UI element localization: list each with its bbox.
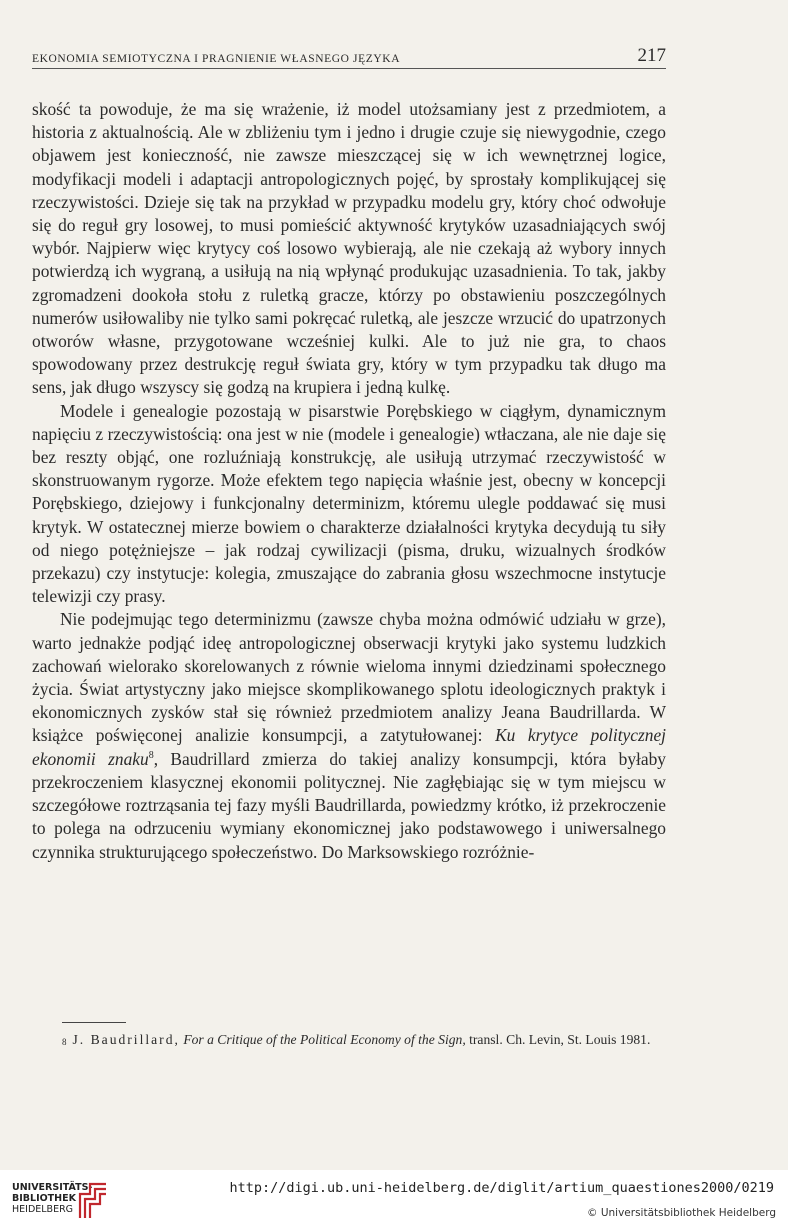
- page-number: 217: [637, 45, 666, 66]
- footnote-details: transl. Ch. Levin, St. Louis 1981.: [465, 1032, 651, 1047]
- logo-line-1: UNIVERSITÄTS-: [12, 1182, 93, 1193]
- running-header: [32, 46, 666, 69]
- logo-line-2: BIBLIOTHEK: [12, 1193, 76, 1204]
- running-title: EKONOMIA SEMIOTYCZNA I PRAGNIENIE WŁASNEGO JĘZYKA: [32, 53, 401, 65]
- paragraph-3: [32, 608, 666, 863]
- digital-url-link[interactable]: http://digi.ub.uni-heidelberg.de/diglit/artium_quaestiones2000/0219: [229, 1180, 774, 1196]
- footnote-number: 8: [62, 1037, 67, 1047]
- logo-line-3: HEIDELBERG: [12, 1204, 74, 1215]
- library-footer: [0, 1170, 788, 1228]
- footnote-title: For a Critique of the Political Economy of the Sign,: [183, 1032, 466, 1047]
- paragraph-3-continuation: , Baudrillard zmierza do takiej analizy konsumpcji, która byłaby przekroczeniem klasycznej ekonomii politycznej. Nie zagłębiając się w tym miejscu w szczegółowe roztrząsania tej fazy myśli Baudrillarda, powiedzmy krótko, iż przekroczenie to polega na odrzuceniu wymiany ekonomicznej jako podstawowego i uniwersalnego czynnika strukturującego społeczeństwo. Do Marksowskiego rozróżnie-: [32, 748, 666, 862]
- footnote-reference[interactable]: 8: [148, 749, 154, 761]
- paragraph-1: skość ta powoduje, że ma się wrażenie, iż model utożsamiany jest z przedmiotem, a historia z aktualnością. Ale w zbliżeniu tym i jedno i drugie czuje się niewygodnie, czego objawem jest konieczność, nie zawsze mieszczącej się w ich wewnętrznej logice, modyfikacji modeli i adaptacji antropologicznych pojęć, by sprostały komplikującej się rzeczywistości. Dzieje się tak na przykład w przypadku modelu gry, który choć odwołuje się do reguł gry losowej, to musi pomieścić aktywność krytyków uzasadniających swój wybór. Najpierw więc krytycy coś losowo wybierają, ale nie czekają aż wybory innych potwierdzą ich wygraną, a usiłują na nią wpłynąć produkując uzasadnienia. To tak, jakby zgromadzeni dookoła stołu z ruletką gracze, którzy po obstawieniu poszczególnych numerów usiłowaliby nie tylko sami pokręcać ruletką, ale jeszcze wrzucić do upatrzonych otworów własne, przygotowane wcześniej kulki. Ale to już nie gra, to chaos spowodowany przez destrukcję reguł świata gry, który w tym przypadku tak długo ma sens, jak długo wszyscy się godzą na krupiera i jedną kulkę.: [32, 99, 666, 398]
- footnote: [32, 1030, 666, 1050]
- library-logo-icon: [76, 1178, 110, 1220]
- paragraph-2: Modele i genealogie pozostają w pisarstwie Porębskiego w ciągłym, dynamicznym napięciu z rzeczywistością: ona jest w nie (modele i genealogie) wtłaczana, ale nie daje się bez reszty objąć, one rozluźniają konstrukcję, ale usiłują utrzymać rzeczywistość w skonstruowanym rygorze. Może efektem tego napięcia właśnie jest, obecny w koncepcji Porębskiego, dziejowy i funkcjonalny determinizm, któremu ulegle poddawać się musi krytyk. W ostatecznej mierze bowiem o charakterze działalności krytyka decydują tu siły od niego potężniejsze – jak rodzaj cywilizacji (pisma, druku, wizualnych środków przekazu) czy instytucje: kolegia, zmuszające do zabrania głosu wszechmocne instytucje telewizji czy prasy.: [32, 400, 666, 607]
- copyright-notice: © Universitätsbibliothek Heidelberg: [586, 1207, 776, 1219]
- book-title: Ku krytyce politycznej ekonomii znaku: [32, 725, 666, 769]
- footnote-author: J. Baudrillard,: [72, 1032, 180, 1047]
- footnote-divider: [62, 1022, 126, 1023]
- body-text: [32, 98, 666, 864]
- paragraph-3-text: Nie podejmując tego determinizmu (zawsze chyba można odmówić udziału w grze), warto jednakże podjąć ideę antropologicznej obserwacji krytyki jako systemu ludzkich zachowań wielorako skorelowanych z równie wieloma innymi dziedzinami społecznego życia. Świat artystyczny jako miejsce skomplikowanego splotu ideologicznych praktyk i ekonomicznych zysków stał się również przedmiotem analizy Jeana Baudrillarda. W książce poświęconej analizie konsumpcji, a zatytułowanej:: [32, 609, 666, 746]
